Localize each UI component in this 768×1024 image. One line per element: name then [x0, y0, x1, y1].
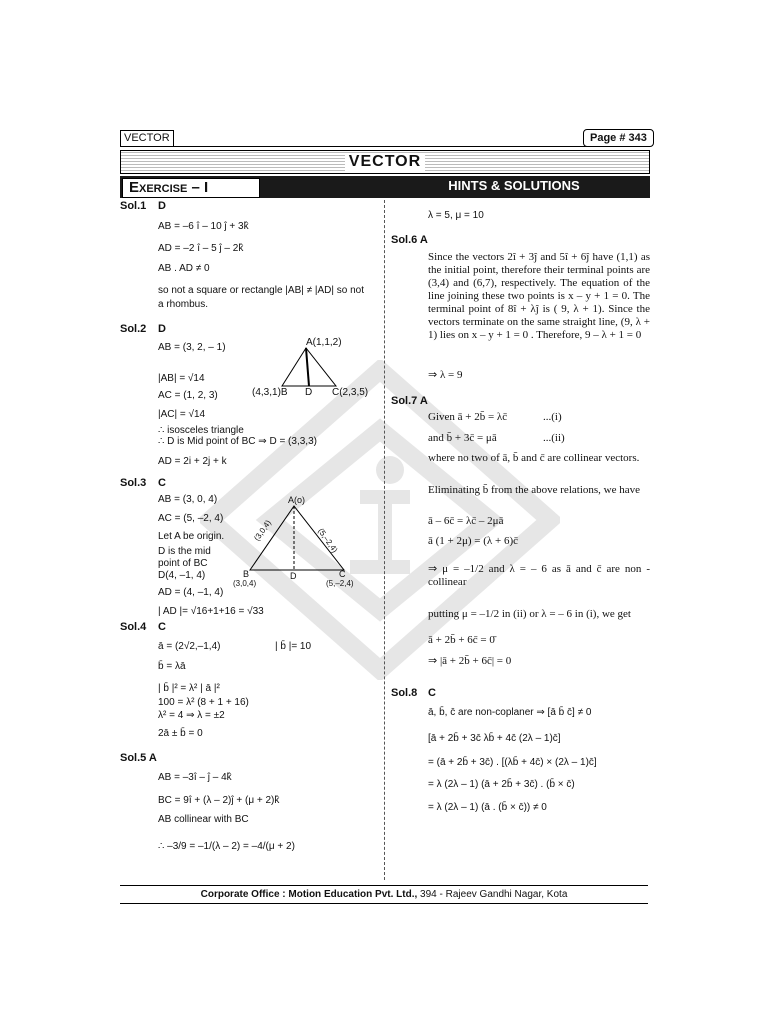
sol3-label: Sol.3 [120, 477, 147, 489]
sol8-answer: C [428, 687, 436, 699]
footer-rule-top [120, 885, 648, 886]
sol7-para4: Eliminating b̄ from the above relations, we have [428, 484, 640, 496]
page-number: Page # 343 [583, 129, 654, 147]
title-band [120, 150, 650, 174]
sol4-line2: b̄ = λā [158, 661, 186, 672]
sol4-answer: C [158, 621, 166, 633]
sol4-line1b: | b̄ |= 10 [275, 641, 312, 652]
header-tag: VECTOR [120, 130, 174, 147]
sol7-line8: putting μ = –1/2 in (ii) or λ = – 6 in (i), we get [428, 608, 631, 620]
sol5-label: Sol.5 A [120, 752, 157, 764]
sol3-line1: AB = (3, 0, 4) [158, 494, 218, 505]
sol1-answer: D [158, 200, 166, 212]
sol5-line5: λ = 5, μ = 10 [428, 210, 484, 221]
sol4-label: Sol.4 [120, 621, 147, 633]
sol8-line1: ā, b̄, c̄ are non-coplaner ⇒ [ā b̄ c̄] ≠ 0 [428, 707, 592, 718]
exercise-label: Exercise – I [122, 178, 260, 198]
sol2-fig-D: D [305, 387, 313, 398]
sol4-line4: 100 = λ² (8 + 1 + 16) [158, 697, 249, 708]
sol6-line2: ⇒ λ = 9 [428, 369, 463, 381]
sol4-line3: | b̄ |² = λ² | ā |² [158, 683, 220, 694]
sol2-line4: |AC| = √14 [158, 409, 206, 420]
sol3-line2: AC = (5, –2, 4) [158, 513, 224, 524]
sol2-line6: ∴ D is Mid point of BC ⇒ D = (3,3,3) [158, 436, 317, 447]
sol3-line7: AD = (4, –1, 4) [158, 587, 224, 598]
sol1-line3: AB . AD ≠ 0 [158, 263, 210, 274]
sol7-para3: where no two of ā, b̄ and c̄ are collinear vectors. [428, 452, 640, 464]
sol3-fig-C: C [339, 569, 346, 579]
footer [120, 889, 648, 900]
sol3-line5: point of BC [158, 558, 208, 569]
sol1-line5: a rhombus. [158, 299, 209, 310]
sol1-line4: so not a square or rectangle |AB| ≠ |AD| so not [158, 285, 364, 296]
sol2-fig-B: (4,3,1)B [252, 387, 288, 398]
sol5-line1: AB = –3î – ĵ – 4k̂ [158, 772, 232, 783]
sol6-label: Sol.6 A [391, 234, 428, 246]
sol3-line8: | AD |= √16+1+16 = √33 [158, 606, 264, 617]
sol3-fig-AC: (5,–2,4) [316, 526, 340, 555]
footer-address: 394 - Rajeev Gandhi Nagar, Kota [417, 889, 568, 900]
sol3-line3: Let A be origin. [158, 531, 225, 542]
sol4-line1: ā = (2√2,–1,4) [158, 641, 221, 652]
sol2-label: Sol.2 [120, 323, 147, 335]
sol8-line3: = (ā + 2b̄ + 3c̄) . [(λb̄ + 4c̄) × (2λ – 1)c̄] [428, 757, 597, 768]
sol8-label: Sol.8 [391, 687, 418, 699]
sol7-line2-num: ...(ii) [543, 432, 565, 444]
sol1-line2: AD = –2 î – 5 ĵ – 2k̂ [158, 243, 244, 254]
header-rule [120, 146, 648, 147]
sol3-answer: C [158, 477, 166, 489]
sol7-line9: ā + 2b̄ + 6c̄ = 0̄ [428, 634, 495, 646]
sol8-line2: [ā + 2b̄ + 3c̄ λb̄ + 4c̄ (2λ – 1)c̄] [428, 733, 561, 744]
sol5-line2: BC = 9î + (λ – 2)ĵ + (μ + 2)k̂ [158, 795, 280, 806]
sol3-fig-A: A(o) [288, 495, 306, 505]
hints-heading: HINTS & SOLUTIONS [448, 178, 580, 193]
sol5-line4: ∴ –3/9 = –1/(λ – 2) = –4/(μ + 2) [158, 841, 295, 852]
sol4-line6: 2ā ± b̄ = 0 [158, 728, 203, 739]
sol7-line2: and b̄ + 3c̄ = μā [428, 432, 497, 444]
sol7-label: Sol.7 A [391, 395, 428, 407]
sol2-line3: AC = (1, 2, 3) [158, 390, 218, 401]
sol2-line2: |AB| = √14 [158, 373, 205, 384]
sol7-line1: Given ā + 2b̄ = λc̄ [428, 411, 508, 423]
sol2-answer: D [158, 323, 166, 335]
page-title: VECTOR [345, 153, 425, 171]
sol2-fig-C: C(2,3,5) [332, 387, 369, 398]
sol5-line3: AB collinear with BC [158, 814, 249, 825]
footer-office: Corporate Office : Motion Education Pvt. Ltd., [200, 889, 418, 900]
sol3-fig-B-coord: (3,0,4) [233, 579, 257, 588]
sol2-fig-A: A(1,1,2) [306, 337, 342, 348]
sol3-fig-C-coord: (5,–2,4) [326, 579, 354, 588]
sol2-line1: AB = (3, 2, – 1) [158, 342, 226, 353]
footer-rule-bottom [120, 903, 648, 904]
sol7-line1-num: ...(i) [543, 411, 562, 423]
column-divider [384, 200, 386, 880]
sol3-line6: D(4, –1, 4) [158, 570, 206, 581]
sol3-fig-B: B [243, 569, 250, 579]
sol7-line6: ā (1 + 2μ) = (λ + 6)c̄ [428, 535, 519, 547]
sol6-paragraph: Since the vectors 2î + 3ĵ and 5î + 6ĵ have (1,1) as the initial point, therefore their terminal points are (3,4) and (6,7), respectively. The equation of the line joining these two points is x – y + 1 = 0. The terminal point of 8î + λĵ is ( 9, λ + 1). Since the vectors terminate on the same straight line, (9, λ + 1) lies on x – y + 1 = 0 . Therefore, 9 – λ + 1 = 0 [428, 251, 650, 341]
sol7-line5: ā – 6c̄ = λc̄ – 2μā [428, 515, 504, 527]
sol1-label: Sol.1 [120, 200, 147, 212]
sol1-line1: AB = –6 î – 10 ĵ + 3k̂ [158, 221, 249, 232]
sol4-line5: λ² = 4 ⇒ λ = ±2 [158, 710, 225, 721]
sol8-line4: = λ (2λ – 1) (ā + 2b̄ + 3c̄) . (b̄ × c̄) [428, 779, 575, 790]
sol3-fig-AB: (3,0,4) [252, 518, 273, 543]
sol2-line5: ∴ isosceles triangle [158, 425, 244, 436]
sol2-line7: AD = 2i + 2j + k [158, 456, 227, 467]
sol3-fig-D: D [290, 571, 297, 581]
sol7-line10: ⇒ |ā + 2b̄ + 6c̄| = 0 [428, 655, 512, 667]
sol7-para7: ⇒ μ = –1/2 and λ = – 6 as ā and c̄ are non - collinear [428, 563, 650, 588]
sol8-line5: = λ (2λ – 1) (ā . (b̄ × c̄)) ≠ 0 [428, 802, 547, 813]
sol3-line4: D is the mid [158, 546, 211, 557]
